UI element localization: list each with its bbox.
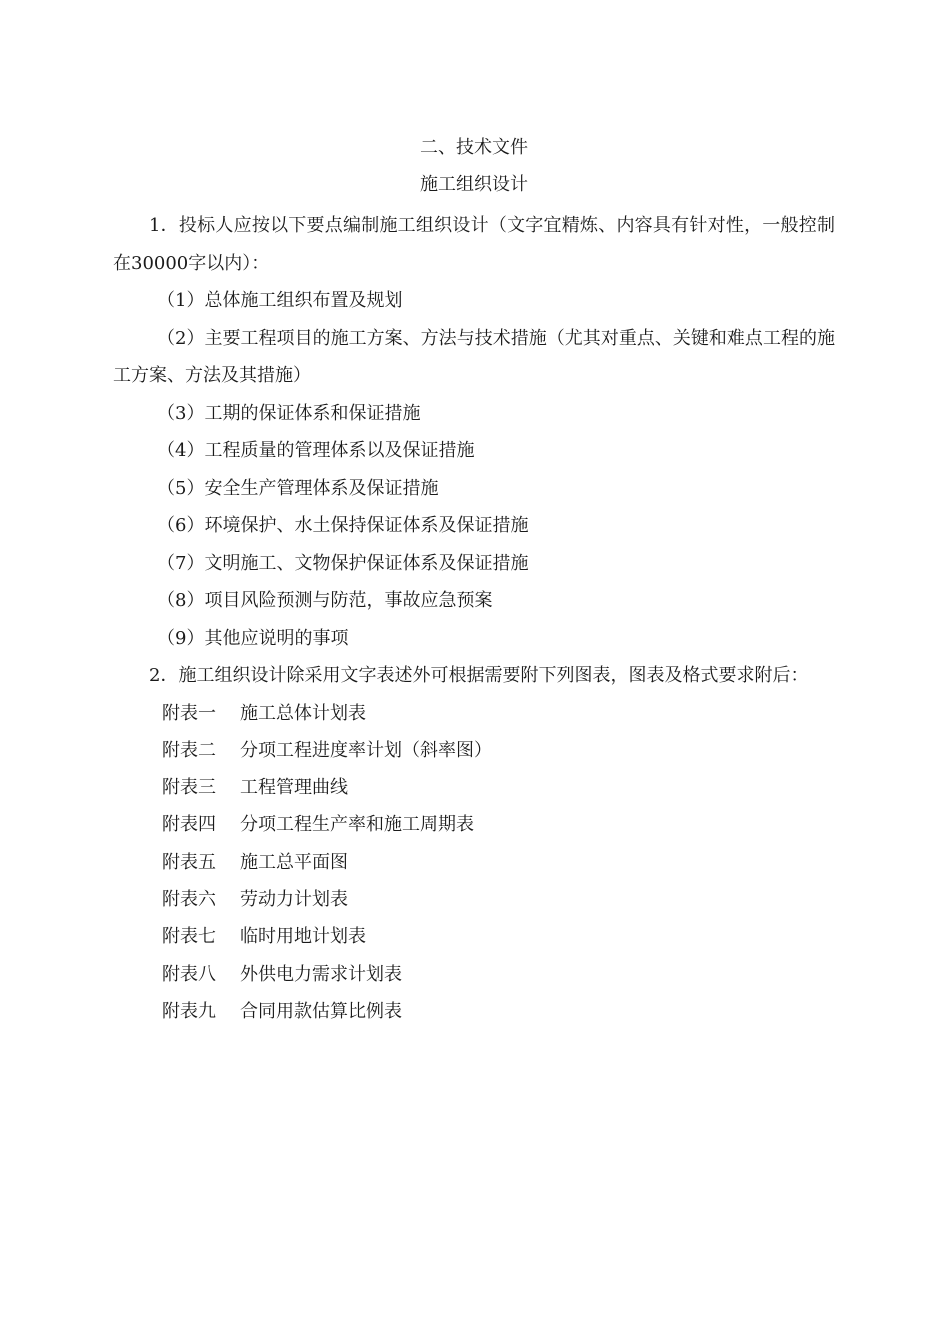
document-subtitle: 施工组织设计 xyxy=(420,174,528,195)
attachment-label: 附表一 xyxy=(162,702,216,724)
attachment-list xyxy=(113,695,835,1031)
attachment-title: 分项工程生产率和施工周期表 xyxy=(240,814,474,836)
list-item: （1）总体施工组织布置及规划 xyxy=(157,290,403,311)
list-item: （6）环境保护、水土保持保证体系及保证措施 xyxy=(157,515,529,536)
attachment-item xyxy=(113,769,835,806)
attachment-title: 施工总平面图 xyxy=(240,851,348,873)
attachment-item xyxy=(113,844,835,881)
list-item: （3）工期的保证体系和保证措施 xyxy=(157,402,421,424)
attachment-title: 工程管理曲线 xyxy=(240,777,348,799)
point-2-paragraph: 2．施工组织设计除采用文字表述外可根据需要附下列图表，图表及格式要求附后： xyxy=(149,665,809,686)
attachment-item xyxy=(113,695,835,732)
requirement-list xyxy=(113,282,835,657)
attachment-title: 外供电力需求计划表 xyxy=(240,963,402,985)
document-page xyxy=(113,132,835,1030)
attachment-label: 附表八 xyxy=(162,963,216,985)
attachment-title: 劳动力计划表 xyxy=(240,888,348,910)
attachment-label: 附表六 xyxy=(162,888,216,910)
list-item: （9）其他应说明的事项 xyxy=(157,627,349,649)
attachment-title: 合同用款估算比例表 xyxy=(240,1000,402,1022)
point-1-paragraph: 1．投标人应按以下要点编制施工组织设计（文字宜精炼、内容具有针对性，一般控制在30000字以内）： xyxy=(113,215,835,274)
attachment-item xyxy=(113,918,835,955)
attachment-label: 附表九 xyxy=(162,1000,216,1022)
list-item: （4）工程质量的管理体系以及保证措施 xyxy=(157,440,475,461)
attachment-title: 施工总体计划表 xyxy=(240,702,366,724)
attachment-label: 附表三 xyxy=(162,777,216,799)
attachment-item xyxy=(113,993,835,1030)
list-item: （8）项目风险预测与防范，事故应急预案 xyxy=(157,590,493,611)
attachment-title: 临时用地计划表 xyxy=(240,926,366,948)
attachment-label: 附表四 xyxy=(162,814,216,836)
attachment-item xyxy=(113,806,835,843)
attachment-title: 分项工程进度率计划（斜率图） xyxy=(240,739,492,761)
attachment-label: 附表五 xyxy=(162,851,216,873)
attachment-label: 附表七 xyxy=(162,926,216,948)
list-item: （2）主要工程项目的施工方案、方法与技术措施（尤其对重点、关键和难点工程的施工方案、方法及其措施） xyxy=(113,327,835,386)
attachment-item xyxy=(113,732,835,769)
section-title: 二、技术文件 xyxy=(420,137,528,158)
attachment-label: 附表二 xyxy=(162,739,216,761)
list-item: （5）安全生产管理体系及保证措施 xyxy=(157,477,439,499)
attachment-item xyxy=(113,881,835,918)
attachment-item xyxy=(113,956,835,993)
list-item: （7）文明施工、文物保护保证体系及保证措施 xyxy=(157,552,529,574)
